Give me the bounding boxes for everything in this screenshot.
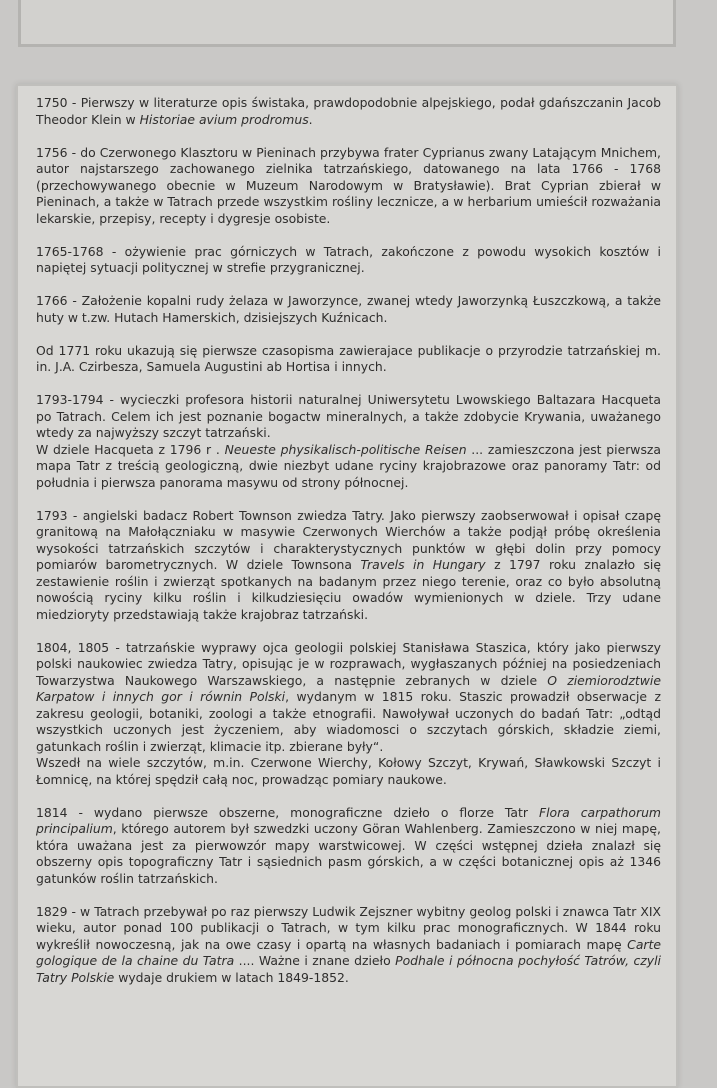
entry-text: 1750 - Pierwszy w literaturze opis świstaka, prawdopodobnie alpejskiego, podał gdańszczanin Jacob Theodor Klein w [36,95,661,127]
entry-text: 1766 - Założenie kopalni rudy żelaza w Jaworzynce, zwanej wtedy Jaworzynką Łuszczkową, a także huty w t.zw. Hutach Hamerskich, dzisiejszych Kuźnicach. [36,293,661,325]
entry-text: Wszedł na wiele szczytów, m.in. Czerwone Wierchy, Kołowy Szczyt, Krywań, Sławkowski Szczyt i Łomnicę, na której spędził całą noc, prowadząc pomiary naukowe. [36,755,661,787]
book-title: O ziemiorodztwie Karpatow i innych gor i równin Polski [36,672,661,704]
entry-text: 1756 - do Czerwonego Klasztoru w Pieninach przybywa frater Cyprianus zwany Latającym Mnichem, autor najstarszego zachowanego zielnika tatrzańskiego, datowanego na lata 1766 - 1768 (przechowywanego obecnie w Muzeum Narodowym w Bratysławie). Brat Cyprian zbierał w Pieninach, a także w Tatrach przede wszystkim rośliny lecznicze, a w herbarium umieścił rozważania lekarskie, przepisy, recepty i dygresje osobiste. [36,144,661,226]
entry-text: ... zamieszczona jest pierwsza mapa Tatr z treścią geologiczną, dwie niezbyt udane ryciny krajobrazowe oraz panoramy Tatr: od południa i pierwsza panorama masywu od strony północnej. [36,441,661,490]
entry-1756 [36,145,661,228]
map-title: Carte gologique de la chaine du Tatra [36,936,661,968]
entry-text: Od 1771 roku ukazują się pierwsze czasopisma zawierajace publikacje o przyrodzie tatrzańskiej m. in. J.A. Czirbesza, Samuela Augustini ab Hortisa i innych. [36,342,661,374]
entry-1829 [36,904,661,987]
entry-text: 1765-1768 - ożywienie prac górniczych w Tatrach, zakończone z powodu wysokich kosztów i napiętej sytuacji politycznej w strefie przygranicznej. [36,243,661,275]
entry-1765-1768 [36,244,661,277]
entry-text: wydaje drukiem w latach 1849-1852. [114,969,349,985]
entry-text: 1793 - angielski badacz Robert Townson zwiedza Tatry. Jako pierwszy zaobserwował i opisał czapę granitową na Małołączniaku w masywie Czerwonych Wierchów a także podjął próbę określenia wysokości tatrzańskich szczytów i charakterystycznych punktów w głębi dolin przy pomocy pomiarów barometrycznych. W dziele Townsona [36,507,661,572]
book-title: Historiae avium prodromus [139,111,309,127]
entry-1793-1794 [36,392,661,491]
entry-1750 [36,95,661,128]
book-title: Flora carpathorum principalium [36,804,661,836]
entry-text: W dziele Hacqueta z 1796 r . [36,441,225,457]
entry-text: 1804, 1805 - tatrzańskie wyprawy ojca geologii polskiej Stanisława Staszica, który jako pierwszy polski naukowiec zwiedza Tatry, opisując je w rozprawach, wygłaszanych później na posiedzeniach Towarzystwa Naukowego Warszawskiego, a następnie zebranych w dziele [36,639,661,688]
entry-text: 1829 - w Tatrach przebywał po raz pierwszy Ludwik Zejszner wybitny geolog polski i znawca Tatr XIX wieku, autor ponad 100 publikacji o Tatrach, w tym kilku prac monograficznych. W 1844 roku wykreślił nowoczesną, jak na owe czasy i opartą na własnych badaniach i pomiarach mapę [36,903,661,952]
upper-display-board [18,0,676,47]
entry-text: . [308,111,313,127]
entry-text: .... Ważne i znane dzieło [234,953,396,968]
entry-text: , którego autorem był szwedzki uczony Göran Wahlenberg. Zamieszczono w niej mapę, która uważana jest za pierwowzór mapy warstwicowej. W części wstępnej dzieła znalazł się obszerny opis topograficzny Tatr i sąsiednich pasm górskich, a w części botanicznej opis aż 1346 gatunków roślin tatrzańskich. [36,821,661,886]
entry-text: , wydanym w 1815 roku. Staszic prowadził obserwacje z zakresu geologii, botaniki, zoologi a także etnografii. Nawoływał uczonych do badań Tatr: „odtąd wszystkich uczonych jest życzeniem, aby wiadomosci o szczytach górskich, składzie ziemi, gatunkach roślin i zwierząt, klimacie itp. zbierane były“. [36,689,661,754]
entry-1793 [36,508,661,624]
entry-text: 1793-1794 - wycieczki profesora historii naturalnej Uniwersytetu Lwowskiego Baltazara Hacqueta po Tatrach. Celem ich jest poznanie bogactw mineralnych, a także zdobycie Krywania, uważanego wtedy za najwyższy szczyt tatrzański. [36,392,661,440]
entry-1771 [36,343,661,376]
entry-1814 [36,805,661,888]
book-title: Neueste physikalisch-politische Reisen [224,441,467,457]
entry-text: 1814 - wydano pierwsze obszerne, monograficzne dzieło o florze Tatr [36,804,539,820]
book-title: Podhale i północna pochyłość Tatrów, czyli Tatry Polskie [36,953,661,985]
book-title: Travels in Hungary [360,557,486,572]
entry-1804-1805 [36,640,661,789]
entry-1766 [36,293,661,326]
timeline-text [36,95,661,1003]
entry-text: z 1797 roku znalazło się zestawienie roślin i zwierząt spotkanych na badanym przez niego terenie, oraz co było absolutną nowością ryciny kilku roślin i kilkudziesięciu owadów wymienionych w dziele. Trzy udane miedzioryty przedstawiają także krajobraz tatrzański. [36,557,661,622]
